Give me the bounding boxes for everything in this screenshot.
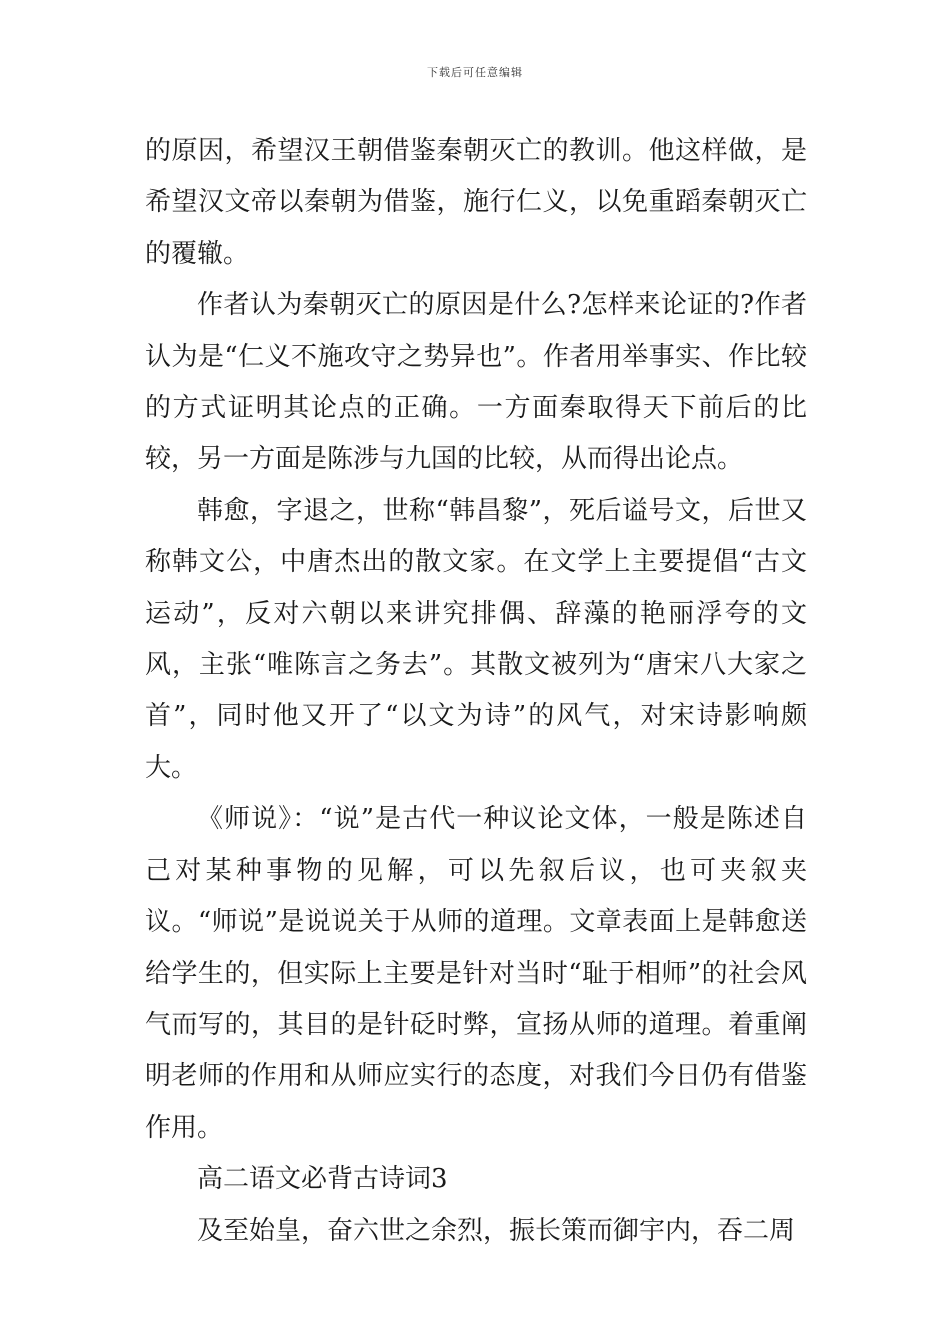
- paragraph-shi-shuo: 《师说》：“说”是古代一种议论文体，一般是陈述自己对某种事物的见解，可以先叙后议，也可夹叙夹议。“师说”是说说关于从师的道理。文章表面上是韩愈送给学生的，但实际上主要是针对当时“耻于相师”的社会风气而写的，其目的是针砭时弊，宣扬从师的道理。着重阐明老师的作用和从师应实行的态度，对我们今日仍有借鉴作用。: [145, 804, 807, 1143]
- paragraph-qin-lesson: 的原因，希望汉王朝借鉴秦朝灭亡的教训。他这样做，是希望汉文帝以秦朝为借鉴，施行仁义，以免重蹈秦朝灭亡的覆辙。: [145, 136, 807, 269]
- page-header-note: 下载后可任意编辑: [427, 66, 523, 79]
- section-heading-poems-3: 高二语文必背古诗词3: [197, 1164, 448, 1195]
- paragraph-qin-fall-reason: 作者认为秦朝灭亡的原因是什么?怎样来论证的?作者认为是“仁义不施攻守之势异也”。作者用举事实、作比较的方式证明其论点的正确。一方面秦取得天下前后的比较，另一方面是陈涉与九国的比较，从而得出论点。: [145, 290, 807, 475]
- paragraph-guo-qin-lun-excerpt: 及至始皇，奋六世之余烈，振长策而御宇内，吞二周: [197, 1215, 796, 1246]
- paragraph-han-yu-bio: 韩愈，字退之，世称“韩昌黎”，死后谥号文，后世又称韩文公，中唐杰出的散文家。在文学上主要提倡“古文运动”，反对六朝以来讲究排偶、辞藻的艳丽浮夸的文风，主张“唯陈言之务去”。其散文被列为“唐宋八大家之首”，同时他又开了“以文为诗”的风气，对宋诗影响颇大。: [145, 495, 807, 783]
- document-body: [145, 126, 807, 1257]
